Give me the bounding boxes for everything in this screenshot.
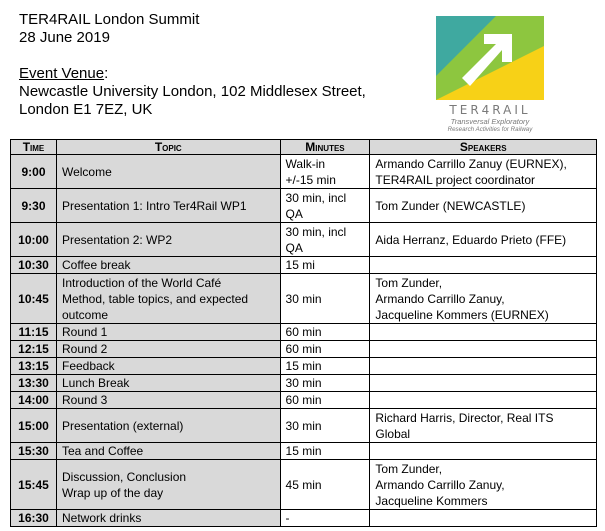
minutes-cell-line: 60 min xyxy=(285,325,322,339)
minutes-cell xyxy=(280,409,370,443)
agenda-row xyxy=(11,510,597,527)
time-cell-line: 9:30 xyxy=(21,198,46,213)
topic-cell-line: Wrap up of the day xyxy=(61,485,164,500)
topic-cell-line: Round 2 xyxy=(61,342,108,356)
topic-cell-line: Presentation (external) xyxy=(61,418,184,433)
time-cell-line: 9:00 xyxy=(21,164,46,179)
agenda-row xyxy=(11,392,597,409)
speakers-cell-line: Armando Carrillo Zanuy, xyxy=(375,477,505,492)
speakers-cell xyxy=(370,510,597,527)
speakers-cell xyxy=(370,375,597,392)
topic-cell-line: Presentation 2: WP2 xyxy=(61,232,173,247)
speakers-cell xyxy=(370,257,597,274)
agenda-row xyxy=(11,274,597,324)
speakers-cell xyxy=(370,155,597,189)
speakers-cell-line: Aida Herranz, Eduardo Prieto (FFE) xyxy=(375,232,567,247)
time-cell xyxy=(11,358,57,375)
minutes-cell xyxy=(280,223,370,257)
agenda-row xyxy=(11,409,597,443)
time-cell xyxy=(11,392,57,409)
minutes-cell xyxy=(280,189,370,223)
venue-address-line2: London E1 7EZ, UK xyxy=(19,101,153,118)
speakers-cell-line: Global xyxy=(375,426,411,441)
topic-cell xyxy=(56,460,280,510)
event-date: 28 June 2019 xyxy=(19,29,110,46)
speakers-cell-line: Jacqueline Kommers (EURNEX) xyxy=(375,307,549,322)
time-cell-line: 13:30 xyxy=(18,376,49,390)
time-cell-line: 14:00 xyxy=(18,393,49,407)
time-cell xyxy=(11,510,57,527)
time-cell-line: 11:15 xyxy=(18,325,49,339)
minutes-cell xyxy=(280,155,370,189)
time-cell-line: 15:45 xyxy=(18,477,49,492)
time-cell xyxy=(11,324,57,341)
venue-address-line1: Newcastle University London, 102 Middlesex Street, xyxy=(19,83,366,100)
time-cell xyxy=(11,460,57,510)
agenda-row xyxy=(11,155,597,189)
agenda-row xyxy=(11,460,597,510)
speakers-cell-line: Tom Zunder, xyxy=(375,461,443,476)
topic-cell xyxy=(56,358,280,375)
topic-cell xyxy=(56,274,280,324)
agenda-row xyxy=(11,324,597,341)
topic-cell-line: Round 3 xyxy=(61,393,108,407)
topic-cell xyxy=(56,324,280,341)
topic-cell xyxy=(56,155,280,189)
venue-label: Event Venue xyxy=(19,65,105,82)
agenda-table xyxy=(10,139,597,527)
topic-cell xyxy=(56,341,280,358)
topic-cell xyxy=(56,375,280,392)
topic-cell xyxy=(56,392,280,409)
agenda-body xyxy=(11,155,597,527)
topic-cell-line: Coffee break xyxy=(61,258,131,272)
header-minutes: Minutes xyxy=(280,140,370,155)
minutes-cell-line: 30 min xyxy=(285,418,322,433)
time-cell xyxy=(11,189,57,223)
topic-cell-line: Method, table topics, and expected xyxy=(61,291,249,306)
minutes-cell xyxy=(280,375,370,392)
minutes-cell xyxy=(280,358,370,375)
agenda-row xyxy=(11,443,597,460)
time-cell xyxy=(11,155,57,189)
header-time: Time xyxy=(11,140,57,155)
time-cell-line: 16:30 xyxy=(18,511,49,525)
speakers-cell xyxy=(370,460,597,510)
topic-cell-line: Round 1 xyxy=(61,325,108,339)
topic-cell-line: Tea and Coffee xyxy=(61,444,144,458)
time-cell xyxy=(11,409,57,443)
topic-cell-line: Network drinks xyxy=(61,511,142,525)
minutes-cell-line: 30 min xyxy=(285,376,322,390)
time-cell-line: 15:30 xyxy=(18,444,49,458)
venue-colon: : xyxy=(104,65,109,82)
logo-name: TER4RAIL xyxy=(449,103,531,117)
agenda-row xyxy=(11,223,597,257)
speakers-cell-line: TER4RAIL project coordinator xyxy=(375,172,536,187)
minutes-cell-line: 30 min xyxy=(285,291,322,306)
topic-cell-line: Feedback xyxy=(61,359,115,373)
minutes-cell-line: 60 min xyxy=(285,393,322,407)
minutes-cell xyxy=(280,392,370,409)
agenda-row xyxy=(11,257,597,274)
minutes-cell-line: 15 min xyxy=(285,359,322,373)
time-cell xyxy=(11,375,57,392)
topic-cell-line: Presentation 1: Intro Ter4Rail WP1 xyxy=(61,198,247,213)
minutes-cell xyxy=(280,257,370,274)
speakers-cell-line: Tom Zunder, xyxy=(375,275,443,290)
minutes-cell xyxy=(280,510,370,527)
time-cell xyxy=(11,341,57,358)
time-cell-line: 10:30 xyxy=(18,258,49,272)
speakers-cell xyxy=(370,409,597,443)
minutes-cell-line: +/-15 min xyxy=(285,172,336,187)
agenda-row xyxy=(11,375,597,392)
time-cell xyxy=(11,257,57,274)
speakers-cell xyxy=(370,189,597,223)
topic-cell-line: Lunch Break xyxy=(61,376,130,390)
agenda-row xyxy=(11,189,597,223)
minutes-cell-line: QA xyxy=(285,240,303,255)
header-topic: Topic xyxy=(56,140,280,155)
minutes-cell-line: 30 min, incl xyxy=(285,224,347,239)
time-cell-line: 10:45 xyxy=(18,291,49,306)
topic-cell-line: outcome xyxy=(61,307,109,322)
time-cell-line: 15:00 xyxy=(18,418,49,433)
speakers-cell xyxy=(370,274,597,324)
minutes-cell-line: 30 min, incl xyxy=(285,190,347,205)
topic-cell-line: Introduction of the World Café xyxy=(61,275,222,290)
venue-heading xyxy=(19,65,366,83)
speakers-cell-line: Armando Carrillo Zanuy (EURNEX), xyxy=(375,156,567,171)
minutes-cell xyxy=(280,443,370,460)
speakers-cell xyxy=(370,223,597,257)
minutes-cell-line: - xyxy=(285,511,290,525)
topic-cell xyxy=(56,223,280,257)
time-cell-line: 12:15 xyxy=(18,342,49,356)
minutes-cell-line: Walk-in xyxy=(285,156,326,171)
minutes-cell-line: QA xyxy=(285,206,303,221)
speakers-cell xyxy=(370,392,597,409)
document-header xyxy=(19,11,366,119)
time-cell-line: 13:15 xyxy=(18,359,49,373)
speakers-cell-line: Tom Zunder (NEWCASTLE) xyxy=(375,198,526,213)
time-cell xyxy=(11,274,57,324)
agenda-row xyxy=(11,341,597,358)
topic-cell-line: Discussion, Conclusion xyxy=(61,469,187,484)
topic-cell xyxy=(56,409,280,443)
speakers-cell-line: Jacqueline Kommers xyxy=(375,493,488,508)
minutes-cell xyxy=(280,324,370,341)
topic-cell xyxy=(56,443,280,460)
logo-text xyxy=(436,103,544,134)
minutes-cell-line: 45 min xyxy=(285,477,322,492)
header-speakers: Speakers xyxy=(370,140,597,155)
time-cell-line: 10:00 xyxy=(18,232,49,247)
speakers-cell xyxy=(370,358,597,375)
minutes-cell-line: 15 mi xyxy=(285,258,315,272)
topic-cell xyxy=(56,257,280,274)
event-title: TER4RAIL London Summit xyxy=(19,11,200,28)
speakers-cell-line: Armando Carrillo Zanuy, xyxy=(375,291,505,306)
agenda-header-row xyxy=(11,140,597,155)
speakers-cell-line: Richard Harris, Director, Real ITS xyxy=(375,410,554,425)
topic-cell xyxy=(56,189,280,223)
time-cell xyxy=(11,223,57,257)
minutes-cell xyxy=(280,274,370,324)
minutes-cell xyxy=(280,341,370,358)
topic-cell xyxy=(56,510,280,527)
minutes-cell xyxy=(280,460,370,510)
logo-subtitle-2: Research Activities for Railway xyxy=(447,126,533,133)
topic-cell-line: Welcome xyxy=(61,164,112,179)
logo-subtitle-1: Transversal Exploratory xyxy=(450,117,530,126)
agenda-row xyxy=(11,358,597,375)
speakers-cell xyxy=(370,324,597,341)
minutes-cell-line: 60 min xyxy=(285,342,322,356)
minutes-cell-line: 15 min xyxy=(285,444,322,458)
speakers-cell xyxy=(370,341,597,358)
speakers-cell xyxy=(370,443,597,460)
time-cell xyxy=(11,443,57,460)
